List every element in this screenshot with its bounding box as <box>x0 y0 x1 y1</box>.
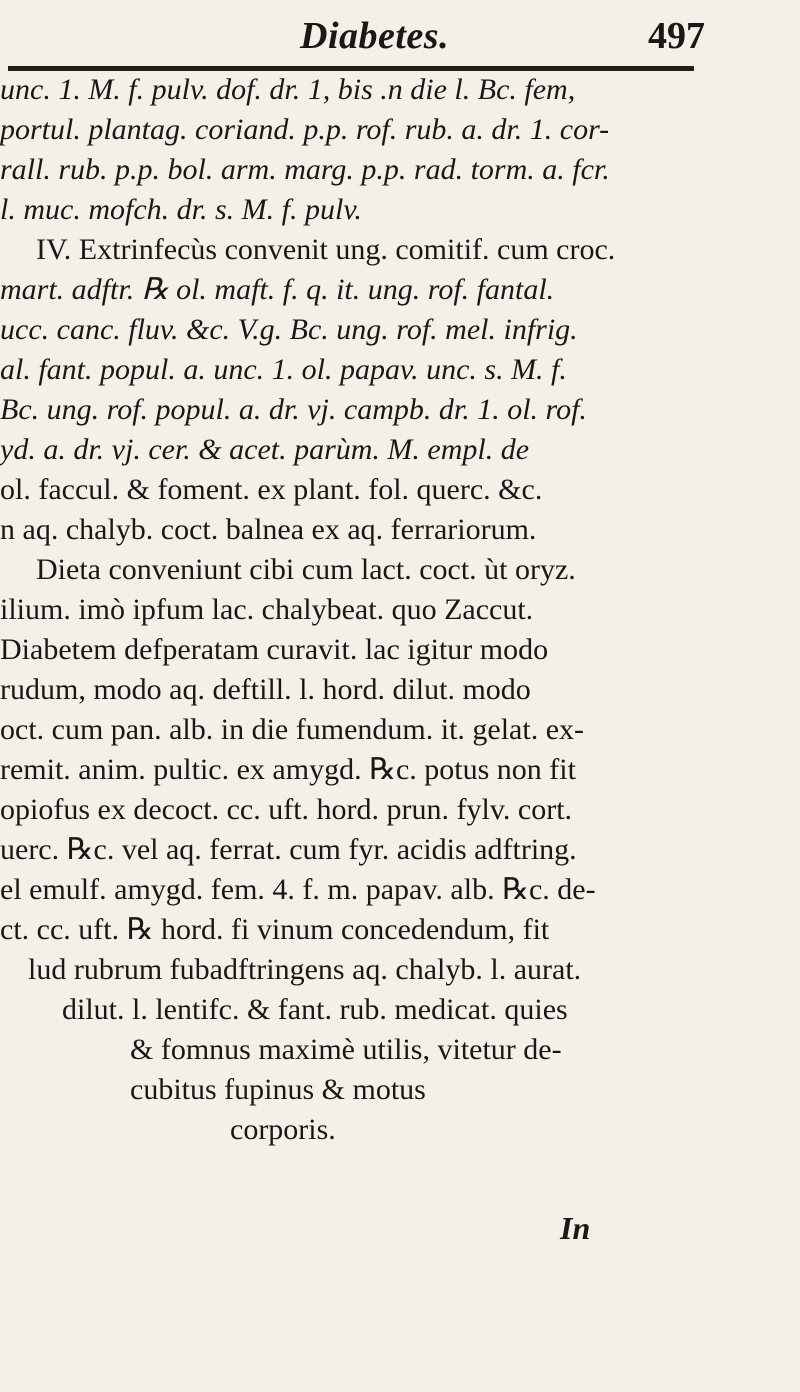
running-title: Diabetes. <box>300 15 450 57</box>
text-line: ilium. imò ipfum lac. chalybeat. quo Zaccut. <box>0 593 534 626</box>
text-line: n aq. chalyb. coct. balnea ex aq. ferrariorum. <box>0 513 537 546</box>
text-line: el emulf. amygd. fem. 4. f. m. papav. alb. ℞c. de- <box>0 873 596 906</box>
text-line: uerc. ℞c. vel aq. ferrat. cum fyr. acidis adftring. <box>0 833 577 866</box>
page-number: 497 <box>648 15 705 57</box>
text-line: & fomnus maximè utilis, vitetur de- <box>130 1033 562 1066</box>
text-line: rudum, modo aq. deftill. l. hord. dilut. modo <box>0 673 531 706</box>
paragraph-start-line: IV. Extrinfecùs convenit ung. comitif. cum croc. <box>36 233 616 266</box>
text-line: ol. faccul. & foment. ex plant. fol. querc. &c. <box>0 473 543 506</box>
text-line: ucc. canc. fluv. &c. V.g. Bc. ung. rof. mel. infrig. <box>0 313 578 346</box>
text-line: cubitus fupinus & motus <box>130 1073 426 1106</box>
catchword: In <box>560 1210 591 1246</box>
text-line: Diabetem defperatam curavit. lac igitur modo <box>0 633 549 666</box>
text-line: remit. anim. pultic. ex amygd. ℞c. potus non fit <box>0 753 576 786</box>
text-line: dilut. l. lentifc. & fant. rub. medicat. quies <box>62 993 568 1026</box>
text-line: oct. cum pan. alb. in die fumendum. it. gelat. ex- <box>0 713 585 746</box>
text-line: l. muc. mofch. dr. s. M. f. pulv. <box>0 193 362 226</box>
text-line: unc. 1. M. f. pulv. dof. dr. 1, bis .n die l. Bc. fem, <box>0 73 576 106</box>
page-header <box>0 14 800 64</box>
text-line: yd. a. dr. vj. cer. & acet. parùm. M. empl. de <box>0 433 530 466</box>
text-line: portul. plantag. coriand. p.p. rof. rub. a. dr. 1. cor- <box>0 113 610 146</box>
text-line: mart. adftr. ℞ ol. maft. f. q. it. ung. rof. fantal. <box>0 273 555 306</box>
body-text <box>0 70 760 1150</box>
text-line: opiofus ex decoct. cc. uft. hord. prun. fylv. cort. <box>0 793 573 826</box>
text-line: lud rubrum fubadftringens aq. chalyb. l. aurat. <box>28 953 582 986</box>
text-line: corporis. <box>230 1113 336 1146</box>
text-line: rall. rub. p.p. bol. arm. marg. p.p. rad. torm. a. fcr. <box>0 153 610 186</box>
text-line: al. fant. popul. a. unc. 1. ol. papav. unc. s. M. f. <box>0 353 567 386</box>
paragraph-start-line: Dieta conveniunt cibi cum lact. coct. ùt oryz. <box>36 553 576 586</box>
text-line: ct. cc. uft. ℞ hord. fi vinum concedendum, fit <box>0 913 550 946</box>
text-line: Bc. ung. rof. popul. a. dr. vj. campb. dr. 1. ol. rof. <box>0 393 587 426</box>
